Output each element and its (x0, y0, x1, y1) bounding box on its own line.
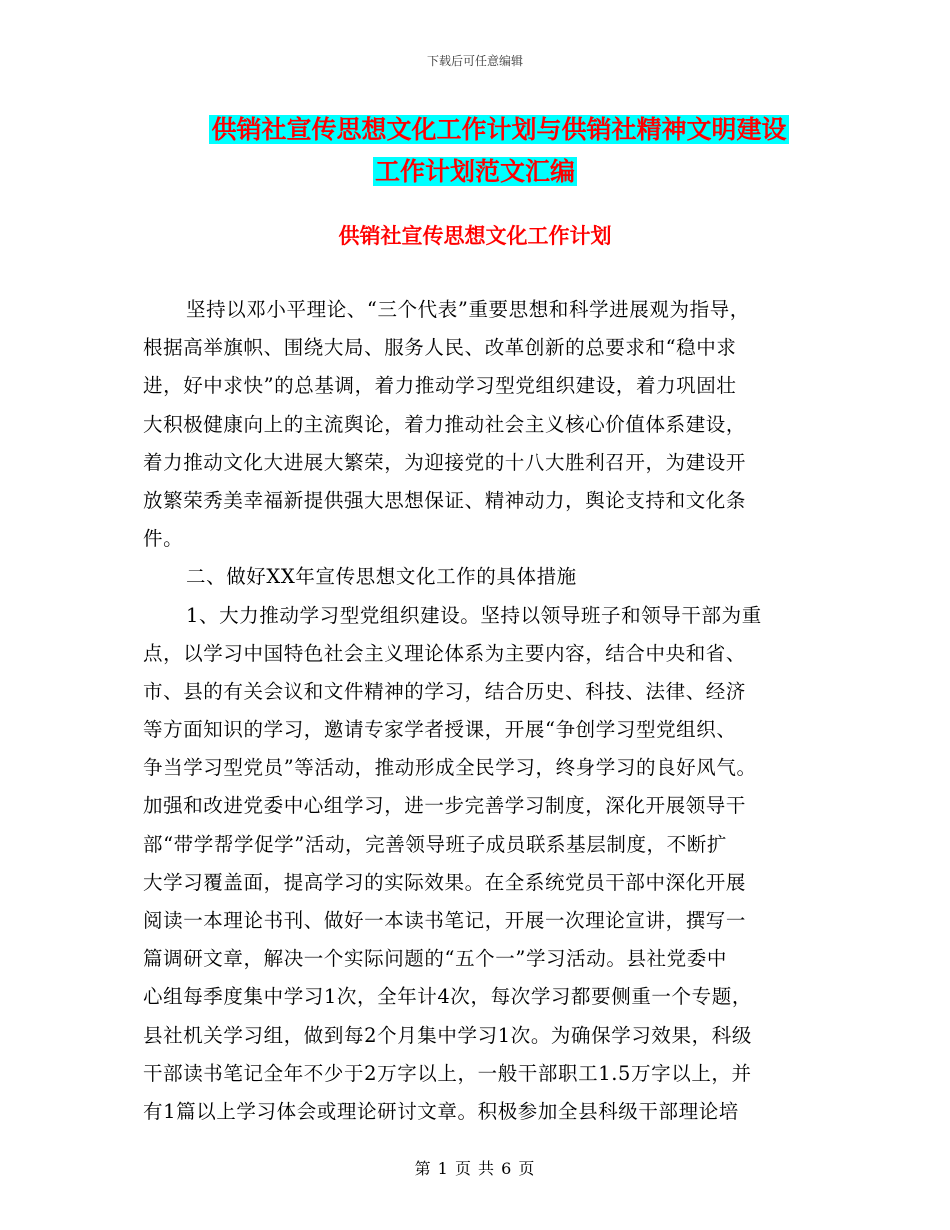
body-line: 件。 (143, 527, 184, 551)
title-line-2 (0, 152, 950, 192)
body-line: 部“带学帮学促学”活动，完善领导班子成员联系基层制度，不断扩 (143, 832, 727, 856)
body-line: 1、大力推动学习型党组织建设。坚持以领导班子和领导干部为重 (186, 603, 762, 627)
document-title (0, 110, 950, 192)
body-line: 点，以学习中国特色社会主义理论体系为主要内容，结合中央和省、 (143, 641, 747, 665)
section-subtitle: 供销社宣传思想文化工作计划 (338, 223, 612, 248)
body-line: 大学习覆盖面，提高学习的实际效果。在全系统党员干部中深化开展 (143, 870, 747, 894)
body-line: 有1篇以上学习体会或理论研讨文章。积极参加全县科级干部理论培 (143, 1099, 739, 1123)
body-line: 大积极健康向上的主流舆论，着力推动社会主义核心价值体系建设， (143, 412, 747, 436)
title-line-2-text: 工作计划范文汇编 (374, 157, 575, 186)
body-line: 加强和改进党委中心组学习，进一步完善学习制度，深化开展领导干 (143, 794, 747, 818)
section-heading: 二、做好XX年宣传思想文化工作的具体措施 (186, 565, 577, 589)
body-line: 心组每季度集中学习1次，全年计4次，每次学习都要侧重一个专题， (143, 985, 752, 1009)
body-line: 干部读书笔记全年不少于2万字以上，一般干部职工1.5万字以上，并 (143, 1061, 752, 1085)
body-line: 放繁荣秀美幸福新提供强大思想保证、精神动力，舆论支持和文化条 (143, 488, 747, 512)
body-line: 篇调研文章，解决一个实际问题的“五个一”学习活动。县社党委中 (143, 947, 727, 971)
title-line-1 (0, 110, 950, 150)
body-line: 着力推动文化大进展大繁荣，为迎接党的十八大胜利召开，为建设开 (143, 450, 747, 474)
body-line: 县社机关学习组，做到每2个月集中学习1次。为确保学习效果，科级 (143, 1023, 752, 1047)
body-line: 根据高举旗帜、围绕大局、服务人民、改革创新的总要求和“稳中求 (143, 336, 737, 360)
body-line: 阅读一本理论书刊、做好一本读书笔记，开展一次理论宣讲，撰写一 (143, 909, 747, 932)
title-line-1-text: 供销社宣传思想文化工作计划与供销社精神文明建设 (211, 115, 787, 144)
body-line: 进，好中求快”的总基调，着力推动学习型党组织建设，着力巩固壮 (143, 374, 737, 398)
body-line: 等方面知识的学习，邀请专家学者授课，开展“争创学习型党组织、 (143, 718, 737, 742)
page-footer: 第 1 页 共 6 页 (414, 1159, 536, 1178)
body-line: 争当学习型党员”等活动，推动形成全民学习，终身学习的良好风气。 (143, 756, 757, 780)
body-text (143, 291, 809, 1131)
body-line: 市、县的有关会议和文件精神的学习，结合历史、科技、法律、经济 (143, 679, 747, 703)
page-header: 下载后可任意编辑 (426, 54, 523, 68)
body-line: 坚持以邓小平理论、“三个代表”重要思想和科学进展观为指导， (186, 298, 750, 321)
